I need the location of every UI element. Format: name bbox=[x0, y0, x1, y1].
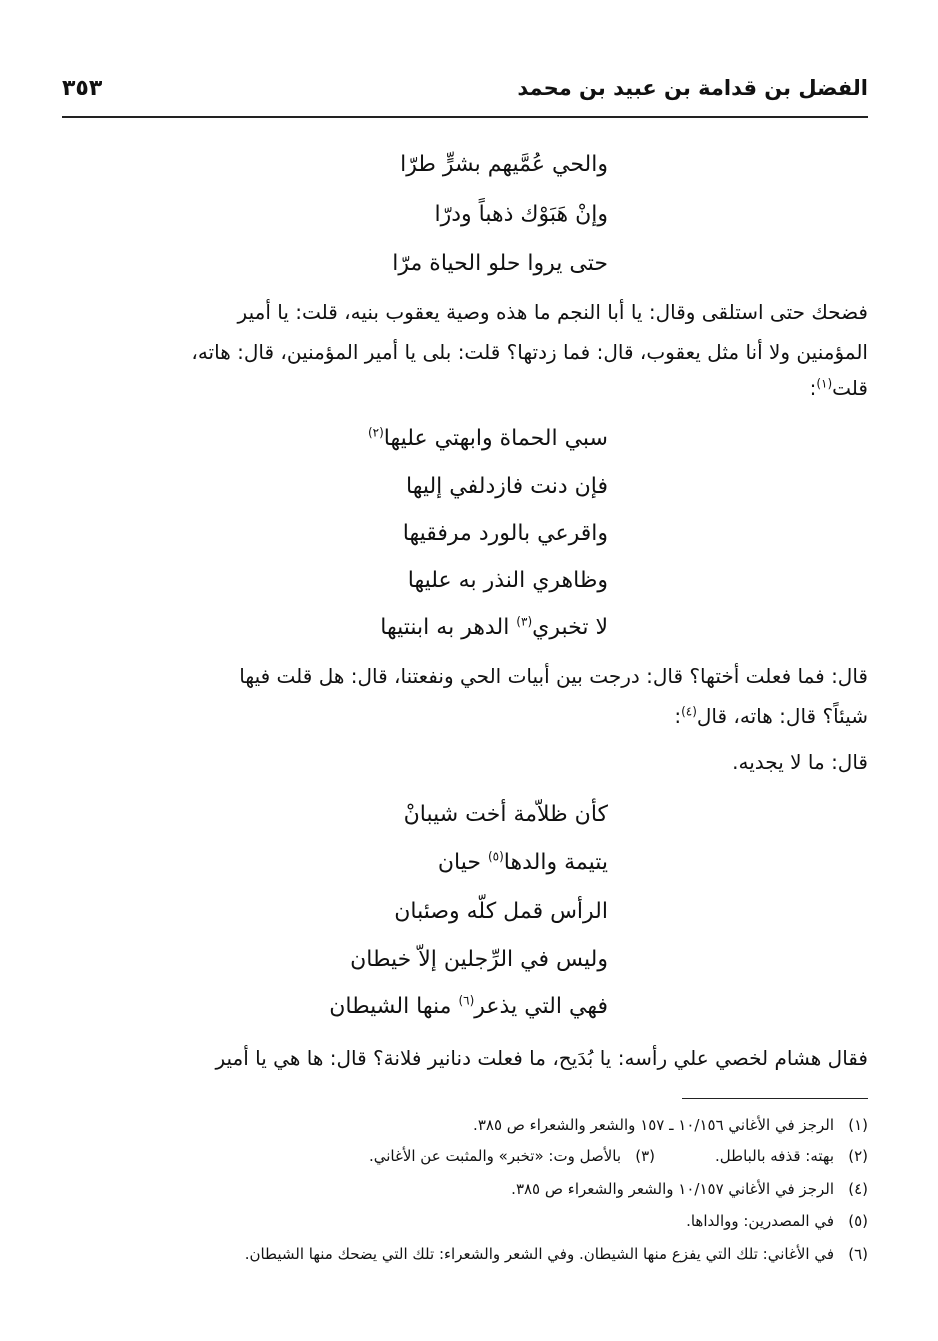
prose-text: شيئاً؟ قال: هاته، قال bbox=[696, 704, 868, 728]
footnote-ref: (٣) bbox=[516, 614, 533, 629]
verse-line bbox=[380, 613, 608, 643]
footnote-text: بالأصل وت: «تخبر» والمثبت عن الأغاني. bbox=[368, 1147, 622, 1165]
footnote-ref: (١) bbox=[816, 376, 833, 391]
verse-line bbox=[438, 848, 608, 878]
footnote bbox=[62, 1145, 868, 1167]
footnote-text: الرجز في الأغاني ١٠/١٥٦ ـ ١٥٧ والشعر والشعراء ص ٣٨٥. bbox=[473, 1116, 834, 1134]
verse-line: والحي عُمَّيهم بشرٍّ طرّا bbox=[400, 152, 608, 177]
verse-line: حتى يروا حلو الحياة مرّا bbox=[392, 251, 608, 276]
prose-line: المؤمنين ولا أنا مثل يعقوب، قال: فما زدتها؟ قلت: بلى يا أمير المؤمنين، قال: هاته، bbox=[191, 340, 868, 364]
prose-text: قلت bbox=[832, 376, 868, 400]
verse-text: منها الشيطان bbox=[329, 994, 459, 1019]
prose-line: قال: فما فعلت أختها؟ قال: درجت بين أبيات الحي ونفعتنا، قال: هل قلت فيها bbox=[239, 664, 868, 688]
verse-line: وإنْ هَبَوْك ذهباً ودرّا bbox=[434, 202, 608, 227]
verse-line bbox=[329, 992, 608, 1022]
footnote-number: (٤) bbox=[848, 1180, 868, 1198]
verse-text: سبي الحماة وابهتي عليها bbox=[383, 426, 608, 451]
footnote-ref: (٥) bbox=[487, 849, 504, 864]
footnote-text: في الأغاني: تلك التي يفزع منها الشيطان. وفي الشعر والشعراء: تلك التي يضحك منها الشيطان. bbox=[244, 1245, 834, 1263]
prose-line bbox=[62, 696, 868, 736]
header-rule bbox=[62, 116, 868, 118]
footnote-inline bbox=[369, 1145, 655, 1167]
verse-text: الدهر به ابنتيها bbox=[380, 615, 517, 640]
footnote-text: بهته: قذفه بالباطل. bbox=[715, 1147, 834, 1165]
page-number: ٣٥٣ bbox=[62, 75, 103, 101]
verse-text: حيان bbox=[437, 850, 488, 875]
header-title: الفضل بن قدامة بن عبيد بن محمد bbox=[517, 76, 868, 100]
footnote-text: في المصدرين: ووالداها. bbox=[686, 1212, 834, 1230]
prose-text: : bbox=[674, 704, 682, 728]
footnote-rule bbox=[682, 1098, 868, 1099]
footnote-number: (٥) bbox=[848, 1212, 868, 1230]
verse-line: كأن ظلاّمة أخت شيبانْ bbox=[403, 802, 608, 827]
footnote-number: (٢) bbox=[848, 1147, 868, 1165]
verse-line: فإن دنت فازدلفي إليها bbox=[406, 474, 608, 499]
footnote bbox=[62, 1210, 868, 1232]
verse-text: يتيمة والدها bbox=[503, 850, 608, 875]
verse-line: الرأس قمل كلّه وصئبان bbox=[394, 899, 608, 924]
footnote bbox=[62, 1243, 868, 1265]
prose-line: فضحك حتى استلقى وقال: يا أبا النجم ما هذه وصية يعقوب بنيه، قلت: يا أمير bbox=[237, 300, 868, 324]
footnote bbox=[62, 1178, 868, 1200]
verse-line: واقرعي بالورد مرفقيها bbox=[402, 521, 608, 546]
footnote-ref: (٢) bbox=[367, 425, 384, 440]
verse-line bbox=[368, 424, 608, 454]
footnote-text: الرجز في الأغاني ١٠/١٥٧ والشعر والشعراء ص ٣٨٥. bbox=[511, 1180, 834, 1198]
prose-line bbox=[62, 368, 868, 408]
running-header bbox=[62, 70, 868, 106]
footnote-number: (١) bbox=[848, 1116, 868, 1134]
verse-text: لا تخبري bbox=[532, 615, 608, 640]
prose-line: فقال هشام لخصي علي رأسه: يا بُدَيح، ما فعلت دنانير فلانة؟ قال: ها هي يا أمير bbox=[215, 1046, 868, 1070]
footnote-ref: (٤) bbox=[681, 704, 697, 719]
footnote-number: (٦) bbox=[848, 1245, 868, 1263]
verse-line: وليس في الرِّجلين إلاّ خيطان bbox=[350, 947, 608, 972]
verse-text: فهي التي يذعر bbox=[474, 994, 608, 1019]
prose-text: : bbox=[809, 376, 817, 400]
footnote bbox=[62, 1114, 868, 1136]
prose-line: قال: ما لا يجديه. bbox=[732, 750, 868, 774]
footnote-ref: (٦) bbox=[458, 993, 475, 1008]
verse-line: وظاهري النذر به عليها bbox=[407, 568, 608, 593]
footnote-number: (٣) bbox=[635, 1147, 656, 1165]
